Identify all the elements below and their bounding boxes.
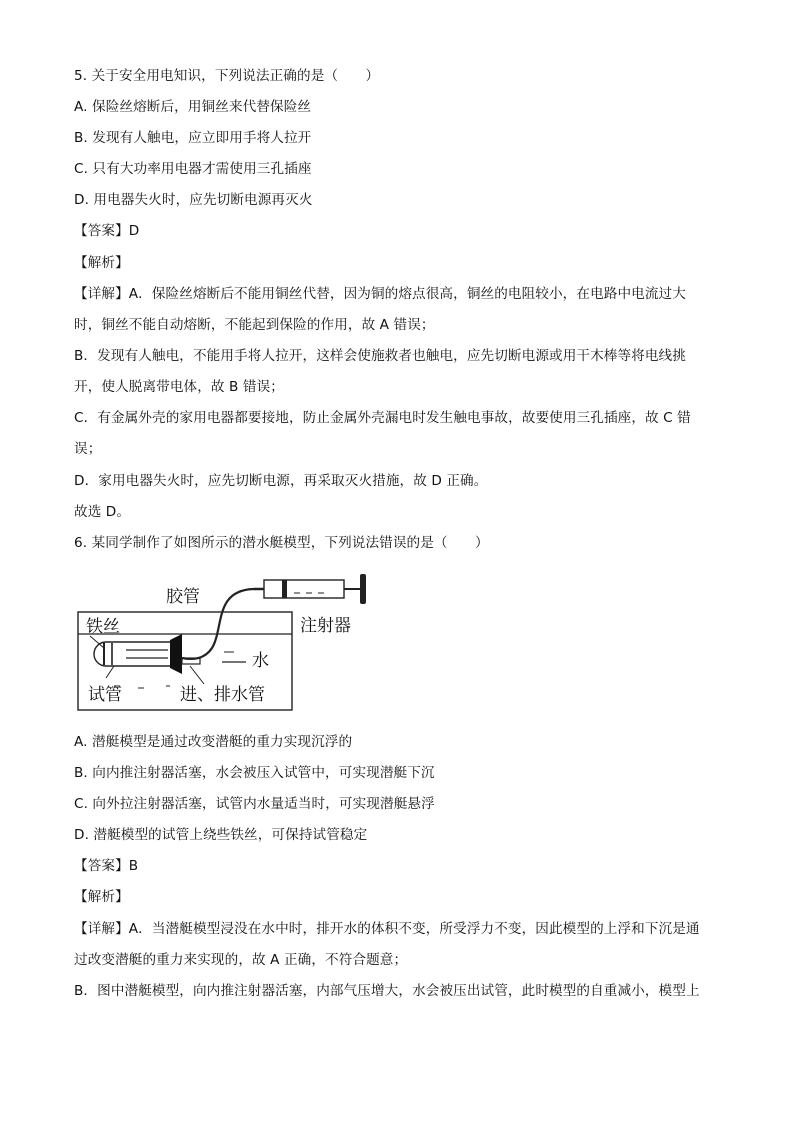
q6-option-b: B. 向内推注射器活塞，水会被压入试管中，可实现潜艇下沉: [74, 765, 435, 781]
q5-detail-line-4: 开，使人脱离带电体，故 B 错误；: [74, 379, 284, 395]
q5-detail-line-1: 【详解】A．保险丝熔断后不能用铜丝代替，因为铜的熔点很高，铜丝的电阻较小，在电路中电流过大: [74, 286, 686, 302]
q5-option-c: C. 只有大功率用电器才需使用三孔插座: [74, 161, 312, 177]
q5-detail-line-8: 故选 D。: [74, 504, 131, 520]
q6-stem: 6. 某同学制作了如图所示的潜水艇模型，下列说法错误的是（ ）: [74, 535, 489, 551]
label-syringe: 注射器: [300, 616, 351, 636]
stopper: [170, 634, 182, 674]
q5-option-d: D. 用电器失火时，应先切断电源再灭火: [74, 192, 313, 208]
q6-option-d: D. 潜艇模型的试管上绕些铁丝，可保持试管稳定: [74, 827, 368, 843]
q5-analysis-label: 【解析】: [74, 255, 129, 271]
submarine-model-figure: [74, 568, 374, 714]
q6-detail-line-3: B．图中潜艇模型，向内推注射器活塞，内部气压增大，水会被压出试管，此时模型的自重减小，模型上: [74, 983, 700, 999]
label-hose: 胶管: [166, 587, 200, 607]
q5-detail-line-6: 误；: [74, 441, 102, 457]
q5-answer: 【答案】D: [74, 223, 140, 239]
label-wire: 铁丝: [86, 617, 120, 637]
q5-option-b: B. 发现有人触电，应立即用手将人拉开: [74, 130, 312, 146]
q5-detail-line-7: D．家用电器失火时，应先切断电源，再采取灭火措施，故 D 正确。: [74, 473, 488, 489]
q5-stem: 5. 关于安全用电知识，下列说法正确的是（ ）: [74, 68, 380, 84]
test-tube: [94, 642, 172, 666]
label-tube: 试管: [88, 685, 122, 705]
q5-option-a: A. 保险丝熔断后，用铜丝来代替保险丝: [74, 99, 312, 115]
q5-detail-line-3: B．发现有人触电，不能用手将人拉开，这样会使施救者也触电，应先切断电源或用干木棒等将电线挑: [74, 348, 686, 364]
syringe-barrel: [264, 580, 344, 598]
q6-detail-line-2: 过改变潜艇的重力来实现的，故 A 正确，不符合题意；: [74, 952, 408, 968]
syringe-handle: [360, 574, 366, 604]
q6-answer: 【答案】B: [74, 858, 139, 874]
q6-option-a: A. 潜艇模型是通过改变潜艇的重力实现沉浮的: [74, 734, 353, 750]
q5-detail-line-2: 时，铜丝不能自动熔断，不能起到保险的作用，故 A 错误；: [74, 317, 435, 333]
q6-option-c: C. 向外拉注射器活塞，试管内水量适当时，可实现潜艇悬浮: [74, 796, 435, 812]
q5-detail-line-5: C．有金属外壳的家用电器都要接地，防止金属外壳漏电时发生触电事故，故要使用三孔插座，故 C 错: [74, 410, 691, 426]
q6-detail-line-1: 【详解】A．当潜艇模型浸没在水中时，排开水的体积不变，所受浮力不变，因此模型的上浮和下沉是通: [74, 921, 700, 937]
label-pipe: 进、排水管: [180, 685, 265, 705]
label-water: 水: [252, 651, 269, 671]
q6-analysis-label: 【解析】: [74, 889, 129, 905]
syringe-piston: [282, 580, 287, 598]
